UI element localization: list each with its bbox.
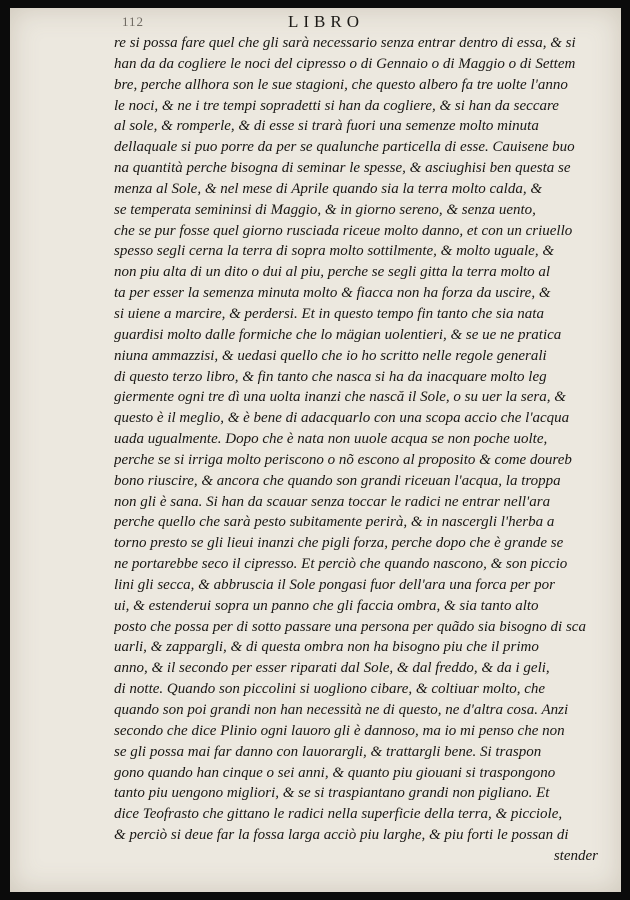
book-page [10,8,621,892]
text-line: han da da cogliere le noci del cipresso o di Gennaio o di Maggio o di Settem [114,55,576,72]
text-line: anno, & il secondo per esser riparati dal Sole, & dal freddo, & da i geli, [114,660,550,677]
text-line: uada ugualmente. Dopo che è nata non uuole acqua se non poche uolte, [114,431,548,448]
text-line: & perciò si deue far la fossa larga acciò piu larghe, & piu forti le possan di [114,827,569,844]
text-line: che se pur fosse quel giorno rusciada riceue molto danno, et con un criuello [114,222,573,239]
text-line: se temperata semininsi di Maggio, & in giorno sereno, & senza uento, [114,201,536,218]
text-line: secondo che dice Plinio ogni lauoro gli è dannoso, ma io mi penso che non [114,722,565,739]
text-line: si uiene a marcire, & perdersi. Et in questo tempo fin tanto che sia nata [114,305,544,322]
text-line: se gli possa mai far danno con lauorargli, & trattargli bene. Si traspon [114,743,542,760]
text-line: perche quello che sarà pesto subitamente perirà, & in nascergli l'herba a [114,514,555,531]
text-line: menza al Sole, & nel mese di Aprile quando sia la terra molto calda, & [114,180,543,197]
running-head: LIBRO [288,12,364,31]
text-line: ne portarebbe seco il cipresso. Et perciò che quando nascono, & son piccio [114,556,568,573]
text-line: guardisi molto dalle formiche che lo mägian uolentieri, & se ue ne pratica [114,326,562,343]
body-text [114,33,606,867]
text-line: stender [553,847,598,864]
text-line: non gli è sana. Si han da scauar senza toccar le radici ne entrar nell'ara [114,493,551,510]
text-line: niuna ammazzisi, & uedasi quello che io ho scritto nelle regole generali [114,347,547,364]
text-line: ta per esser la semenza minuta molto & fiacca non ha forza da uscire, & [114,285,551,302]
text-line: uarli, & zappargli, & di questa ombra non ha bisogno piu che il primo [114,639,539,656]
text-line: perche se si irriga molto periscono o nõ escono al proposito & come doureb [114,451,572,468]
page-number: 112 [122,14,145,29]
text-line: non piu alta di un dito o dui al piu, perche se segli gitta la terra molto al [114,264,551,281]
text-line: bre, perche allhora son le sue stagioni, che questo albero fa tre uolte l'anno [114,76,568,93]
text-line: al sole, & romperle, & di esse si trarà fuori una semenze molto minuta [114,118,539,135]
text-line: le noci, & ne i tre tempi sopradetti si han da cogliere, & si han da seccare [114,97,559,114]
text-line: lini gli secca, & abbruscia il Sole pongasi fuor dell'ara una forca per por [114,576,555,593]
text-line: di questo terzo libro, & fin tanto che nasca si ha da inacquare molto leg [114,368,547,385]
text-line: ui, & estenderui sopra un panno che gli faccia ombra, & sia tanto alto [114,597,539,614]
text-line: spesso segli cerna la terra di sopra molto sottilmente, & molto uguale, & [114,243,554,260]
text-line: questo è il meglio, & è bene di adacquarlo con una scopa accio che l'acqua [114,410,570,427]
text-line: dellaquale si puo porre da per se qualunche particella di esse. Cauisene buo [114,139,575,156]
text-line: posto che possa per di sotto passare una persona per quãdo sia bisogno di sca [114,618,586,635]
text-line: bono riuscire, & ancora che quando son grandi riceuan l'acqua, la troppa [114,472,561,489]
text-line: quando son poi grandi non han necessità ne di questo, ne d'altra cosa. Anzi [114,702,569,718]
text-line: giermente ogni tre dì una uolta inanzi che nască il Sole, o su uer la sera, & [114,389,566,406]
text-line: tanto piu uengono migliori, & se si traspiantano grandi non pigliano. Et [114,785,550,802]
text-line: dice Teofrasto che gittano le radici nella superficie della terra, & picciole, [114,806,563,823]
text-line: di notte. Quando son piccolini si uogliono cibare, & coltiuar molto, che [114,681,546,698]
text-line: re si possa fare quel che gli sarà necessario senza entrar dentro di essa, & si [114,35,576,51]
text-line: gono quando han cinque o sei anni, & quanto piu giouani si traspongono [114,764,556,781]
text-line: torno presto se gli lieui inanzi che pigli forza, perche dopo che è grande se [114,535,564,552]
text-line: na quantità perche bisogna di seminar le spesse, & asciughisi ben questa se [114,160,571,177]
